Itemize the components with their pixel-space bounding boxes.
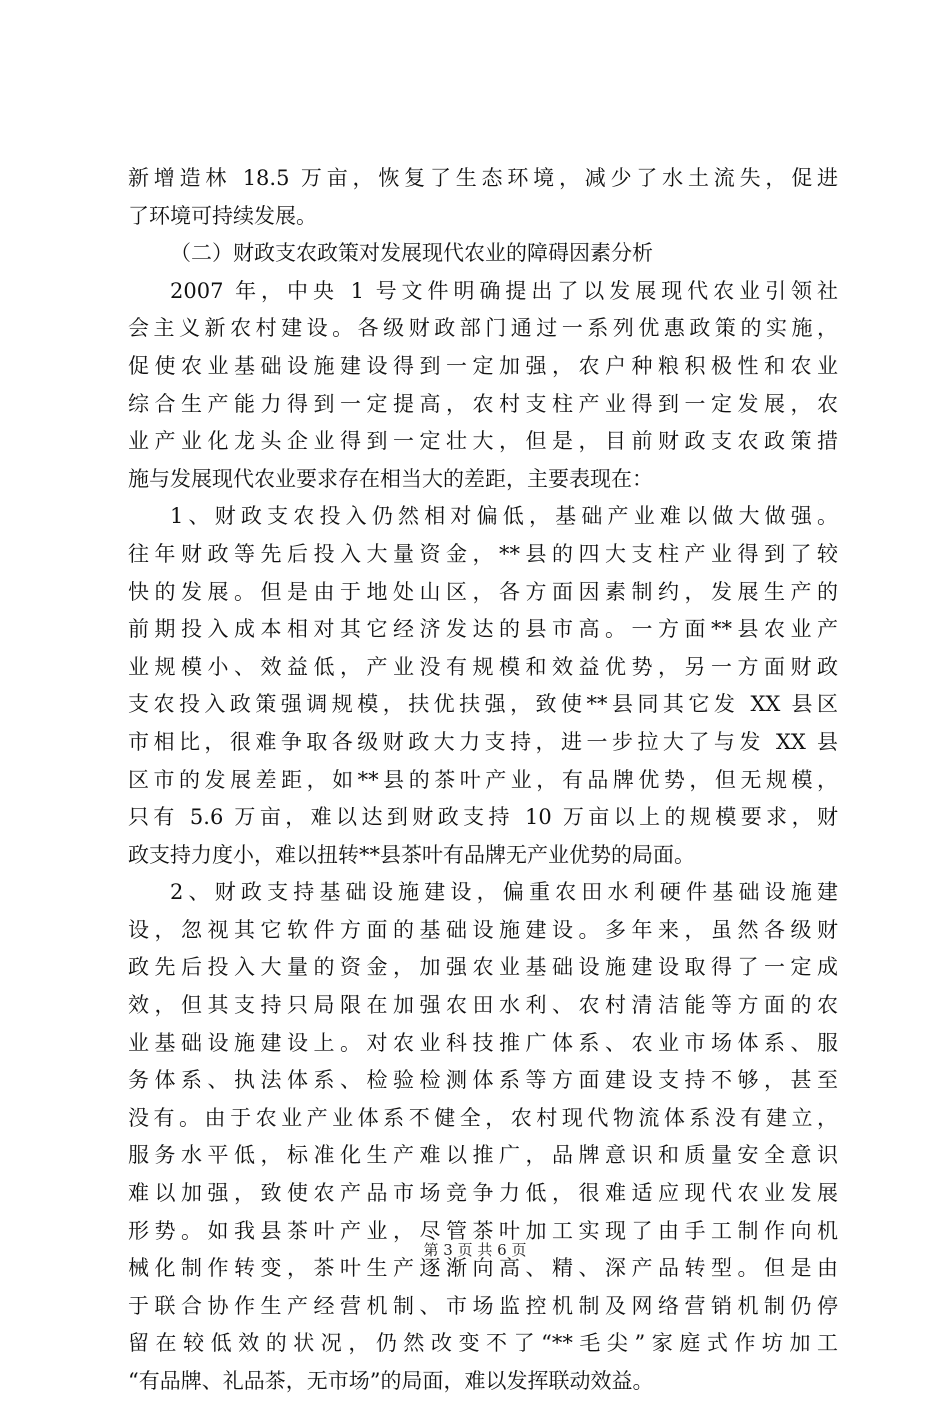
text-line: 区市的发展差距，如**县的茶叶产业，有品牌优势，但无规模， bbox=[128, 767, 838, 792]
text-line: 市相比，很难争取各级财政大力支持，进一步拉大了与发 XX 县 bbox=[128, 729, 838, 754]
text-line: 前期投入成本相对其它经济发达的县市高。一方面**县农业产 bbox=[128, 617, 838, 642]
text-line: 服务水平低，标准化生产难以推广，品牌意识和质量安全意识 bbox=[128, 1143, 838, 1168]
text-line: 效，但其支持只局限在加强农田水利、农村清洁能等方面的农 bbox=[128, 993, 838, 1018]
text-line: 形势。如我县茶叶产业，尽管茶叶加工实现了由手工制作向机 bbox=[128, 1218, 838, 1243]
text-line: 2、财政支持基础设施建设，偏重农田水利硬件基础设施建 bbox=[170, 880, 838, 905]
text-line: 了环境可持续发展。 bbox=[128, 203, 317, 228]
text-line: 支农投入政策强调规模，扶优扶强，致使**县同其它发 XX 县区 bbox=[128, 692, 838, 717]
text-line: 业产业化龙头企业得到一定壮大，但是，目前财政支农政策措 bbox=[128, 429, 838, 454]
text-line: 没有。由于农业产业体系不健全，农村现代物流体系没有建立， bbox=[128, 1105, 838, 1130]
text-line: 综合生产能力得到一定提高，农村支柱产业得到一定发展，农 bbox=[128, 391, 838, 416]
text-line: “有品牌、礼品茶，无市场”的局面，难以发挥联动效益。 bbox=[128, 1369, 654, 1393]
text-line: （二）财政支农政策对发展现代农业的障碍因素分析 bbox=[170, 241, 653, 266]
text-line: 2007 年，中央 1 号文件明确提出了以发展现代农业引领社 bbox=[170, 278, 838, 303]
text-line: 务体系、执法体系、检验检测体系等方面建设支持不够，甚至 bbox=[128, 1068, 838, 1093]
text-line: 政支持力度小，难以扭转**县茶叶有品牌无产业优势的局面。 bbox=[128, 842, 695, 867]
document-body bbox=[128, 160, 838, 1401]
text-line: 施与发展现代农业要求存在相当大的差距，主要表现在： bbox=[128, 466, 653, 491]
text-line: 业基础设施建设上。对农业科技推广体系、农业市场体系、服 bbox=[128, 1030, 838, 1055]
page-footer: 第 3 页 共 6 页 bbox=[423, 1241, 527, 1259]
text-line: 难以加强，致使农产品市场竞争力低，很难适应现代农业发展 bbox=[128, 1181, 838, 1206]
text-line: 于联合协作生产经营机制、市场监控机制及网络营销机制仍停 bbox=[128, 1293, 838, 1318]
text-line: 留在较低效的状况，仍然改变不了“**毛尖”家庭式作坊加工 bbox=[128, 1331, 838, 1356]
text-line: 政先后投入大量的资金，加强农业基础设施建设取得了一定成 bbox=[128, 955, 838, 980]
text-line: 快的发展。但是由于地处山区，各方面因素制约，发展生产的 bbox=[128, 579, 838, 604]
text-line: 会主义新农村建设。各级财政部门通过一系列优惠政策的实施， bbox=[128, 316, 838, 341]
text-line: 业规模小、效益低，产业没有规模和效益优势，另一方面财政 bbox=[128, 654, 838, 679]
text-line: 械化制作转变，茶叶生产逐渐向高、精、深产品转型。但是由 bbox=[128, 1256, 838, 1281]
text-line: 新增造林 18.5 万亩，恢复了生态环境，减少了水土流失，促进 bbox=[128, 166, 838, 190]
text-line: 设，忽视其它软件方面的基础设施建设。多年来，虽然各级财 bbox=[128, 917, 838, 942]
text-line: 促使农业基础设施建设得到一定加强，农户种粮积极性和农业 bbox=[128, 353, 838, 378]
text-line: 1、财政支农投入仍然相对偏低，基础产业难以做大做强。 bbox=[170, 504, 838, 529]
text-line: 只有 5.6 万亩，难以达到财政支持 10 万亩以上的规模要求，财 bbox=[128, 805, 838, 830]
text-line: 往年财政等先后投入大量资金，**县的四大支柱产业得到了较 bbox=[128, 541, 838, 566]
